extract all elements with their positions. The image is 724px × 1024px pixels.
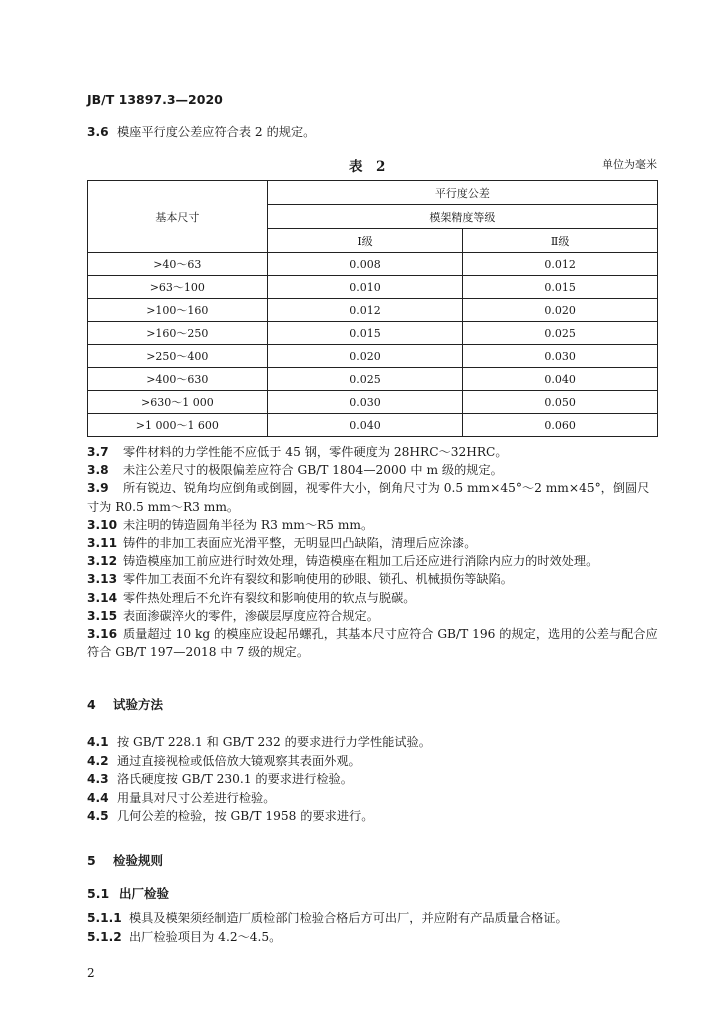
clause <box>87 607 379 625</box>
clause-text: 未注明的铸造圆角半径为 R3 mm～R5 mm。 <box>123 517 374 532</box>
clause-number: 3.10 <box>87 517 118 532</box>
clause-text: 模具及模架须经制造厂质检部门检验合格后方可出厂，并应附有产品质量合格证。 <box>129 911 568 925</box>
header-basic-size: 基本尺寸 <box>88 181 268 253</box>
section-title: 出厂检验 <box>119 886 170 901</box>
clause-number: 3.13 <box>87 572 118 587</box>
clause <box>87 643 309 661</box>
header-parallelism: 平行度公差 <box>267 181 657 205</box>
cell-size: >100～160 <box>88 299 268 322</box>
cell-g2: 0.025 <box>463 322 658 345</box>
cell-size: >1 000～1 600 <box>88 414 268 437</box>
cell-g1: 0.012 <box>267 299 463 322</box>
cell-g1: 0.040 <box>267 414 463 437</box>
cell-g1: 0.025 <box>267 368 463 391</box>
clause-number: 3.7 <box>87 445 109 459</box>
clause <box>87 443 508 461</box>
clause-number: 3.8 <box>87 463 109 478</box>
header-grade-2: Ⅱ级 <box>463 229 658 253</box>
clause-text: 铸件的非加工表面应光滑平整，无明显凹凸缺陷，清理后应涂漆。 <box>123 536 477 550</box>
cell-g1: 0.008 <box>267 253 463 276</box>
clause <box>87 928 281 946</box>
table-row <box>88 345 658 368</box>
parallelism-table <box>87 180 658 437</box>
clause-number: 3.14 <box>87 590 118 605</box>
clause-text: 通过直接视检或低倍放大镜观察其表面外观。 <box>117 753 361 768</box>
cell-g2: 0.050 <box>463 391 658 414</box>
clause <box>87 770 353 788</box>
section-number: 5.1 <box>87 886 110 901</box>
table-body <box>88 253 658 437</box>
table-row <box>88 253 658 276</box>
clause-number: 3.15 <box>87 608 118 623</box>
clause <box>87 807 373 825</box>
header-grade-1: Ⅰ级 <box>267 229 463 253</box>
clause-number: 5.1.2 <box>87 929 122 944</box>
cell-size: >250～400 <box>88 345 268 368</box>
table-row <box>88 391 658 414</box>
clause-number: 4.4 <box>87 790 109 805</box>
clause-number: 3.16 <box>87 627 118 641</box>
table-row <box>88 276 658 299</box>
clause-number: 5.1.1 <box>87 911 122 925</box>
cell-g1: 0.030 <box>267 391 463 414</box>
table-caption: 表 2 <box>349 159 386 175</box>
section-number: 5 <box>87 853 96 868</box>
cell-g2: 0.015 <box>463 276 658 299</box>
cell-g1: 0.010 <box>267 276 463 299</box>
cell-g2: 0.020 <box>463 299 658 322</box>
clause <box>87 589 416 607</box>
section-title: 试验方法 <box>113 697 164 712</box>
table-row <box>88 299 658 322</box>
table-row <box>88 322 658 345</box>
section-number: 4 <box>87 697 96 712</box>
clause-text: 零件热处理后不允许有裂纹和影响使用的软点与脱碳。 <box>123 590 416 605</box>
clause-text: 几何公差的检验，按 GB/T 1958 的要求进行。 <box>117 809 374 823</box>
clause <box>87 479 649 497</box>
page-number: 2 <box>87 966 95 980</box>
clause <box>87 789 275 807</box>
header-precision-grade: 模架精度等级 <box>267 205 657 229</box>
clause-text: 模座平行度公差应符合表 2 的规定。 <box>117 125 316 139</box>
clause-text: 用量具对尺寸公差进行检验。 <box>117 790 276 805</box>
document-header: JB/T 13897.3—2020 <box>87 92 223 107</box>
clause <box>87 461 503 479</box>
cell-g1: 0.015 <box>267 322 463 345</box>
clause <box>87 909 568 927</box>
cell-g2: 0.012 <box>463 253 658 276</box>
cell-size: >63～100 <box>88 276 268 299</box>
cell-g2: 0.030 <box>463 345 658 368</box>
clause-number: 3.11 <box>87 536 118 550</box>
clause-number: 4.1 <box>87 735 109 749</box>
clause-text: 铸造模座加工前应进行时效处理，铸造模座在粗加工后还应进行消除内应力的时效处理。 <box>123 554 599 569</box>
clause-text: 未注公差尺寸的极限偏差应符合 GB/T 1804—2000 中 m 级的规定。 <box>123 463 503 478</box>
clause-number: 3.12 <box>87 554 118 569</box>
clause-text: 寸为 R0.5 mm～R3 mm。 <box>87 499 240 514</box>
section-4-heading <box>87 695 163 713</box>
clause <box>87 552 598 570</box>
clause-text: 出厂检验项目为 4.2～4.5。 <box>129 929 282 944</box>
clause-number: 3.6 <box>87 125 109 139</box>
cell-g2: 0.060 <box>463 414 658 437</box>
clause <box>87 570 513 588</box>
clause <box>87 534 476 552</box>
clause <box>87 752 361 770</box>
cell-g1: 0.020 <box>267 345 463 368</box>
clause-text: 按 GB/T 228.1 和 GB/T 232 的要求进行力学性能试验。 <box>117 735 431 749</box>
clause <box>87 498 239 516</box>
section-5-heading <box>87 851 163 869</box>
clause-number: 4.5 <box>87 809 109 823</box>
clause-3-6 <box>87 123 315 141</box>
clause-text: 洛氏硬度按 GB/T 230.1 的要求进行检验。 <box>117 772 353 786</box>
clause-text: 符合 GB/T 197—2018 中 7 级的规定。 <box>87 645 310 660</box>
table-unit: 单位为毫米 <box>602 158 657 171</box>
cell-size: >630～1 000 <box>88 391 268 414</box>
cell-size: >40～63 <box>88 253 268 276</box>
section-title: 检验规则 <box>113 853 164 868</box>
clause <box>87 516 373 534</box>
clause-text: 质量超过 10 kg 的模座应设起吊螺孔，其基本尺寸应符合 GB/T 196 的规定，选用的公差与配合应 <box>123 627 658 641</box>
clause-number: 3.9 <box>87 481 109 496</box>
clause-number: 4.3 <box>87 772 109 786</box>
clause-text: 所有锐边、锐角均应倒角或倒圆，视零件大小，倒角尺寸为 0.5 mm×45°～2 mm×45°，倒圆尺 <box>123 481 650 496</box>
table-row <box>88 368 658 391</box>
table-row <box>88 414 658 437</box>
cell-g2: 0.040 <box>463 368 658 391</box>
clause-number: 4.2 <box>87 753 109 768</box>
cell-size: >160～250 <box>88 322 268 345</box>
clause <box>87 733 431 751</box>
clause-text: 零件材料的力学性能不应低于 45 钢，零件硬度为 28HRC～32HRC。 <box>123 445 508 459</box>
clause-text: 表面渗碳淬火的零件，渗碳层厚度应符合规定。 <box>123 608 379 623</box>
section-5-1-heading <box>87 884 169 902</box>
cell-size: >400～630 <box>88 368 268 391</box>
clause-text: 零件加工表面不允许有裂纹和影响使用的砂眼、锁孔、机械损伤等缺陷。 <box>123 572 513 587</box>
clause <box>87 625 658 643</box>
